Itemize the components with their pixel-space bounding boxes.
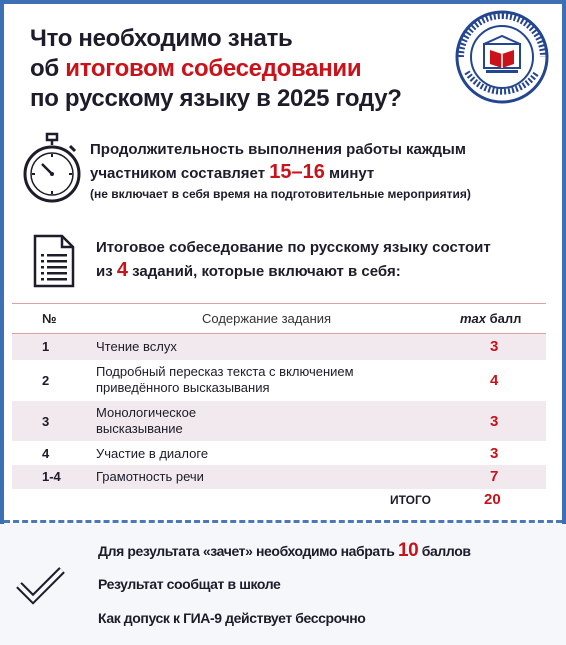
- duration-line-2-prefix: участником составляет: [90, 165, 270, 182]
- row-score: 4: [490, 372, 499, 389]
- row-score: 3: [490, 445, 499, 462]
- bottom-line-2: Результат сообщат в школе: [98, 576, 281, 592]
- header-max-score: [460, 311, 521, 326]
- row-score: 3: [490, 338, 499, 355]
- title-highlight: итоговом собеседовании: [65, 55, 362, 82]
- row-text: Участие в диалоге: [96, 446, 209, 461]
- duration-line-2-suffix: минут: [324, 165, 375, 182]
- row-text: Грамотность речи: [96, 469, 204, 484]
- table-row: [12, 360, 546, 401]
- ministry-seal-icon: [455, 10, 549, 104]
- bottom-line-1-suffix: баллов: [418, 543, 471, 559]
- tasks-table: [12, 303, 546, 515]
- checkmark-icon: [16, 565, 66, 605]
- bottom-line-1: [98, 540, 471, 562]
- page-title: [30, 24, 450, 114]
- row-text-line-1: Подробный пересказ текста с включением: [96, 364, 354, 379]
- row-text: [96, 364, 354, 396]
- document-icon: [32, 234, 76, 288]
- table-row: [12, 441, 546, 465]
- duration-line-1: Продолжительность выполнения работы каждым: [90, 141, 466, 158]
- header-number: №: [42, 311, 57, 326]
- duration-minutes: 15–16: [269, 161, 325, 183]
- header-max-rest: балл: [486, 311, 522, 326]
- row-number: 4: [42, 446, 50, 461]
- duration-info: [90, 138, 560, 203]
- row-number: 1-4: [42, 469, 61, 484]
- row-number: 2: [42, 373, 50, 388]
- tasks-count: 4: [116, 259, 128, 281]
- row-text: [96, 405, 196, 437]
- title-line-3: по русскому языку в 2025 году?: [30, 85, 402, 112]
- table-row: [12, 334, 546, 360]
- title-line-2: [30, 54, 450, 84]
- row-score: 3: [490, 413, 499, 430]
- total-value: 20: [484, 491, 501, 508]
- row-text-line-2: приведённого высказывания: [96, 380, 270, 395]
- row-number: 1: [42, 339, 50, 354]
- row-text-line-1: Монологическое: [96, 405, 197, 420]
- table-total-row: [12, 489, 546, 515]
- duration-line-2: [90, 161, 560, 185]
- total-label: ИТОГО: [390, 493, 431, 507]
- row-text: Чтение вслух: [96, 339, 177, 354]
- bottom-line-3: Как допуск к ГИА-9 действует бессрочно: [98, 610, 366, 626]
- table-row: [12, 465, 546, 489]
- required-points: 10: [397, 540, 419, 561]
- row-number: 3: [42, 414, 50, 429]
- tasks-intro-line-2-suffix: заданий, которые включают в себя:: [127, 263, 401, 280]
- table-header: [12, 303, 546, 334]
- title-line-1: Что необходимо знать: [30, 25, 293, 52]
- tasks-intro-line-1: Итоговое собеседование по русскому языку состоит: [96, 239, 491, 256]
- header-content: Содержание задания: [202, 311, 332, 326]
- row-score: 7: [490, 468, 499, 485]
- table-row: [12, 401, 546, 441]
- dashed-divider: [4, 520, 562, 523]
- tasks-intro-line-2-prefix: из: [96, 263, 117, 280]
- tasks-intro: [96, 236, 556, 283]
- header-max-bold: max: [460, 311, 487, 326]
- tasks-intro-line-2: [96, 259, 556, 283]
- title-line-2-prefix: об: [30, 55, 66, 82]
- stopwatch-icon: [22, 132, 82, 204]
- row-text-line-2: высказывание: [96, 421, 183, 436]
- bottom-line-1-prefix: Для результата «зачет» необходимо набрать: [98, 543, 398, 559]
- duration-note: (не включает в себя время на подготовительные мероприятия): [90, 187, 471, 201]
